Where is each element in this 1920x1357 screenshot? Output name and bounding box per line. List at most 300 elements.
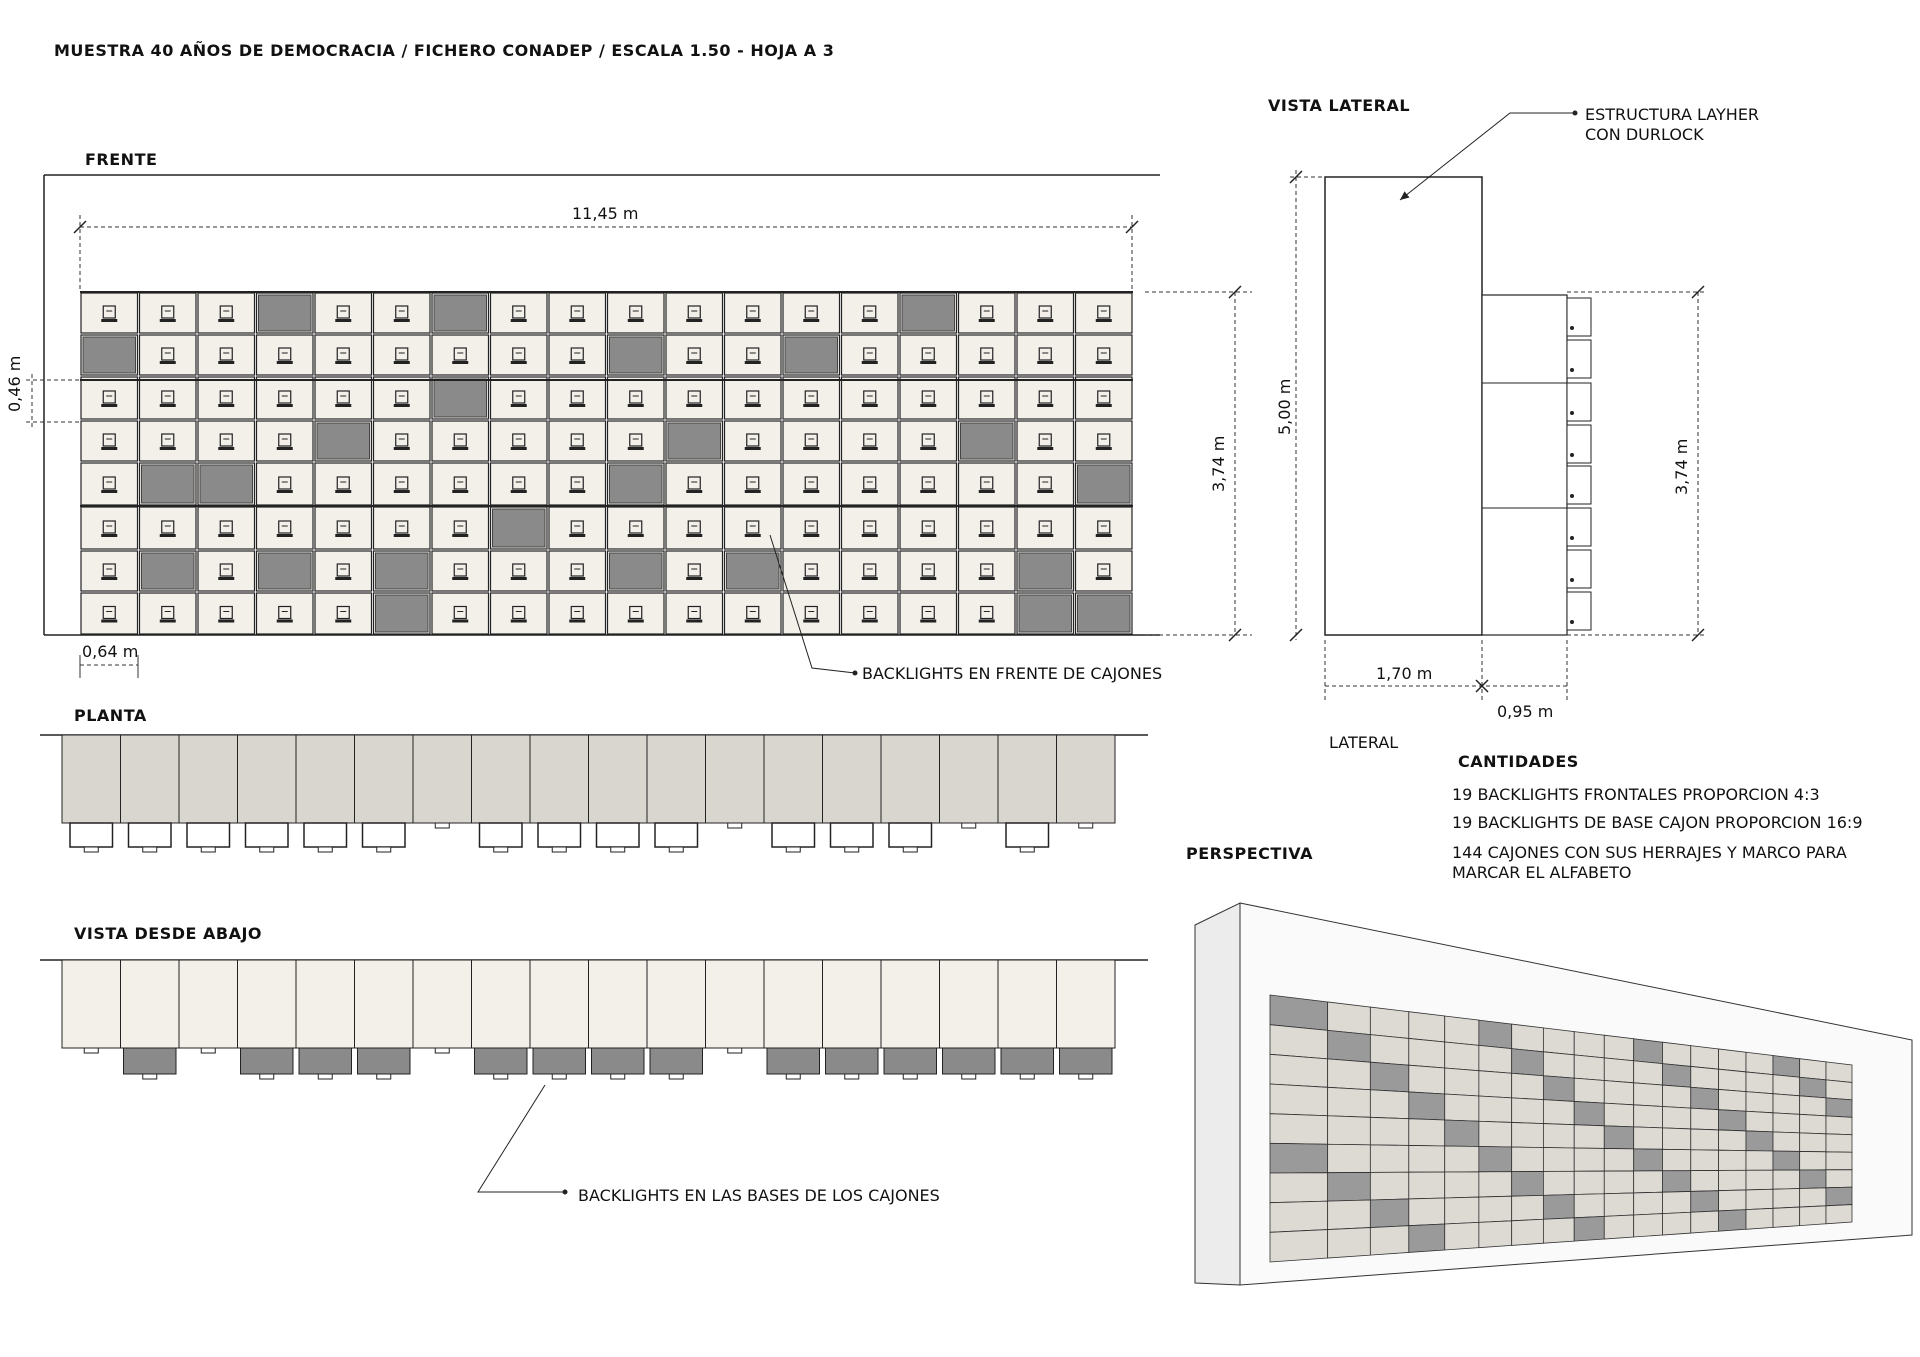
drawer-front	[666, 593, 723, 634]
drawer-front	[140, 507, 197, 549]
bottom-backlight-photo	[358, 1048, 411, 1074]
plan-drawer-open	[772, 823, 815, 847]
plan-drawer-handle	[845, 847, 859, 852]
backlight-photo	[727, 553, 780, 589]
bottom-backlight-photo	[767, 1048, 820, 1074]
persp-drawer	[1409, 1012, 1445, 1042]
drawer-handle	[101, 534, 117, 537]
persp-drawer	[1719, 1069, 1746, 1091]
side-drawer-knob	[1570, 411, 1574, 415]
drawer-handle	[803, 490, 819, 493]
plan-drawer-handle	[494, 847, 508, 852]
plan-drawer-handle	[84, 847, 98, 852]
persp-drawer	[1479, 1045, 1512, 1073]
drawer-front	[842, 507, 899, 549]
front-drawer-grid	[80, 292, 1133, 634]
persp-drawer	[1604, 1080, 1633, 1104]
persp-drawer	[1543, 1218, 1574, 1243]
persp-drawer	[1409, 1119, 1445, 1146]
bottom-module	[179, 960, 238, 1048]
persp-drawer	[1691, 1046, 1719, 1070]
drawer-front	[1017, 421, 1074, 461]
persp-drawer	[1370, 1090, 1408, 1119]
drawer-handle	[686, 620, 702, 623]
drawer-handle	[920, 534, 936, 537]
label-planta: PLANTA	[74, 706, 147, 725]
bottom-view	[40, 960, 1148, 1195]
bottom-drawer-handle	[435, 1048, 449, 1053]
persp-drawer	[1543, 1100, 1574, 1125]
bottom-backlight-photo	[475, 1048, 528, 1074]
drawer-handle	[335, 534, 351, 537]
persp-drawer	[1826, 1152, 1852, 1170]
drawer-front	[666, 377, 723, 419]
drawer-front	[900, 551, 957, 591]
drawer-front	[842, 293, 899, 333]
bottom-drawer-handle	[1020, 1074, 1034, 1079]
persp-drawer	[1719, 1130, 1746, 1151]
drawer-handle	[394, 319, 410, 322]
plan-module	[940, 735, 999, 823]
persp-drawer	[1634, 1171, 1663, 1193]
drawer-front	[491, 463, 548, 505]
persp-backlight-photo	[1328, 1030, 1371, 1062]
drawer-front	[1076, 421, 1133, 461]
plan-module	[355, 735, 414, 823]
drawer-handle	[452, 361, 468, 364]
persp-drawer	[1691, 1108, 1719, 1130]
drawer-front	[959, 463, 1016, 505]
persp-backlight-photo	[1773, 1055, 1800, 1077]
label-frente: FRENTE	[85, 150, 158, 169]
drawer-handle	[394, 534, 410, 537]
backlight-photo	[200, 465, 253, 503]
drawer-handle	[745, 620, 761, 623]
plan-module	[647, 735, 706, 823]
plan-drawer-open	[1006, 823, 1049, 847]
drawer-front	[491, 551, 548, 591]
plan-module	[998, 735, 1057, 823]
bottom-drawer-handle	[84, 1048, 98, 1053]
persp-backlight-photo	[1445, 1120, 1479, 1147]
drawer-front	[374, 377, 431, 419]
drawer-handle	[569, 404, 585, 407]
persp-backlight-photo	[1270, 1143, 1328, 1173]
drawer-front	[900, 335, 957, 375]
drawer-front	[257, 335, 314, 375]
drawer-handle	[979, 534, 995, 537]
drawer-handle	[218, 404, 234, 407]
persp-drawer	[1574, 1055, 1604, 1081]
side-drawer-front	[1567, 550, 1591, 588]
drawer-handle	[1037, 447, 1053, 450]
drawer-front	[257, 463, 314, 505]
quantity-item: 144 CAJONES CON SUS HERRAJES Y MARCO PARA	[1452, 843, 1847, 862]
persp-drawer	[1328, 1116, 1371, 1145]
drawer-handle	[160, 319, 176, 322]
drawer-front	[900, 463, 957, 505]
label-vista-desde-abajo: VISTA DESDE ABAJO	[74, 924, 263, 943]
drawer-front	[959, 551, 1016, 591]
persp-drawer	[1800, 1151, 1826, 1170]
drawer-handle	[160, 620, 176, 623]
side-drawer-front	[1567, 592, 1591, 630]
plan-drawer-handle	[1020, 847, 1034, 852]
label-cantidades: CANTIDADES	[1458, 752, 1579, 771]
plan-drawer-handle	[1079, 823, 1093, 828]
bottom-backlight-photo	[299, 1048, 352, 1074]
persp-drawer	[1604, 1148, 1633, 1171]
bottom-modules	[62, 960, 1115, 1079]
side-drawer-front	[1567, 383, 1591, 421]
drawer-handle	[745, 319, 761, 322]
drawer-handle	[920, 577, 936, 580]
note-structure-line2: CON DURLOCK	[1585, 125, 1704, 144]
drawer-front	[959, 593, 1016, 634]
drawer-front	[140, 335, 197, 375]
persp-backlight-photo	[1634, 1149, 1663, 1171]
plan-drawer-handle	[435, 823, 449, 828]
drawer-handle	[628, 620, 644, 623]
drawer-front	[725, 463, 782, 505]
persp-drawer	[1574, 1171, 1604, 1194]
drawer-handle	[569, 361, 585, 364]
persp-drawer	[1409, 1065, 1445, 1094]
plan-module	[179, 735, 238, 823]
leader-dot	[563, 1190, 568, 1195]
drawer-handle	[862, 534, 878, 537]
bottom-module	[589, 960, 648, 1048]
dim-width-total: 11,45 m	[572, 204, 639, 223]
drawer-front	[549, 377, 606, 419]
bottom-drawer-handle	[903, 1074, 917, 1079]
backlight-photo	[1078, 595, 1131, 632]
persp-drawer	[1512, 1024, 1544, 1052]
drawer-handle	[511, 319, 527, 322]
drawer-handle	[803, 534, 819, 537]
persp-drawer	[1800, 1133, 1826, 1152]
label-perspectiva: PERSPECTIVA	[1186, 844, 1313, 863]
drawer-front	[842, 421, 899, 461]
quantity-item: 19 BACKLIGHTS DE BASE CAJON PROPORCION 16:9	[1452, 813, 1863, 832]
persp-drawer	[1370, 1226, 1408, 1255]
drawer-handle	[979, 319, 995, 322]
drawer-handle	[979, 620, 995, 623]
drawer-front	[725, 377, 782, 419]
bottom-module	[706, 960, 765, 1048]
plan-drawer-open	[363, 823, 406, 847]
persp-drawer	[1574, 1148, 1604, 1171]
drawer-front	[257, 377, 314, 419]
persp-drawer	[1574, 1194, 1604, 1218]
drawer-handle	[277, 620, 293, 623]
label-lateral: LATERAL	[1329, 733, 1399, 752]
plan-module	[413, 735, 472, 823]
drawer-handle	[218, 361, 234, 364]
backlight-photo	[259, 553, 312, 589]
persp-drawer	[1512, 1147, 1544, 1172]
persp-drawer	[1409, 1198, 1445, 1226]
persp-drawer	[1270, 1114, 1328, 1145]
plan-module	[62, 735, 121, 823]
drawer-handle	[745, 534, 761, 537]
persp-drawer	[1746, 1208, 1773, 1229]
drawer-handle	[335, 620, 351, 623]
bottom-module	[238, 960, 297, 1048]
drawer-front	[374, 507, 431, 549]
persp-drawer	[1445, 1197, 1479, 1224]
drawer-front	[959, 293, 1016, 333]
drawer-handle	[686, 490, 702, 493]
drawer-front	[1076, 551, 1133, 591]
plan-drawer-open	[480, 823, 523, 847]
drawer-front	[842, 335, 899, 375]
drawer-handle	[745, 361, 761, 364]
drawer-front	[198, 551, 255, 591]
persp-drawer	[1826, 1116, 1852, 1135]
persp-drawer	[1746, 1111, 1773, 1132]
bottom-drawer-handle	[962, 1074, 976, 1079]
bottom-module	[940, 960, 999, 1048]
backlight-photo	[434, 295, 487, 331]
drawer-front	[198, 507, 255, 549]
plan-view	[40, 735, 1148, 852]
persp-drawer	[1479, 1071, 1512, 1098]
drawer-front	[315, 293, 372, 333]
drawer-handle	[218, 534, 234, 537]
drawer-front	[725, 593, 782, 634]
drawer-handle	[628, 534, 644, 537]
backlight-photo	[1019, 595, 1072, 632]
persp-drawer	[1746, 1170, 1773, 1190]
drawer-front	[140, 377, 197, 419]
drawer-handle	[862, 620, 878, 623]
persp-drawer	[1543, 1124, 1574, 1148]
persp-drawer	[1604, 1171, 1633, 1194]
persp-drawer	[1604, 1035, 1633, 1061]
plan-drawer-open	[304, 823, 347, 847]
drawer-front	[1017, 293, 1074, 333]
plan-drawer-open	[597, 823, 640, 847]
plan-module	[472, 735, 531, 823]
drawer-front	[549, 421, 606, 461]
plan-drawer-handle	[903, 847, 917, 852]
drawer-front	[549, 293, 606, 333]
drawer-front	[783, 421, 840, 461]
bottom-backlight-photo	[533, 1048, 586, 1074]
persp-drawer	[1270, 1084, 1328, 1116]
note-backlights-bases: BACKLIGHTS EN LAS BASES DE LOS CAJONES	[578, 1186, 940, 1205]
bottom-drawer-handle	[611, 1074, 625, 1079]
persp-drawer	[1574, 1125, 1604, 1149]
persp-backlight-photo	[1370, 1199, 1408, 1228]
plan-drawer-handle	[143, 847, 157, 852]
plan-module	[823, 735, 882, 823]
persp-drawer	[1800, 1114, 1826, 1133]
persp-drawer	[1773, 1170, 1800, 1189]
persp-drawer	[1543, 1171, 1574, 1195]
drawer-handle	[511, 620, 527, 623]
persp-drawer	[1773, 1132, 1800, 1152]
persp-drawer	[1662, 1106, 1690, 1128]
drawer-front	[315, 507, 372, 549]
drawer-front	[315, 377, 372, 419]
drawer-handle	[745, 447, 761, 450]
drawer-front	[491, 293, 548, 333]
side-drawer-front	[1567, 508, 1591, 546]
drawer-front	[315, 593, 372, 634]
drawer-front	[725, 293, 782, 333]
drawer-front	[432, 335, 489, 375]
backlight-photo	[142, 553, 195, 589]
plan-drawer-handle	[728, 823, 742, 828]
bottom-module	[413, 960, 472, 1048]
plan-module	[881, 735, 940, 823]
persp-backlight-photo	[1370, 1062, 1408, 1092]
drawer-front	[783, 377, 840, 419]
drawer-front	[315, 551, 372, 591]
drawer-handle	[745, 404, 761, 407]
plan-module	[121, 735, 180, 823]
persp-drawer	[1662, 1212, 1690, 1235]
persp-drawer	[1719, 1049, 1746, 1072]
drawer-handle	[569, 534, 585, 537]
persp-drawer	[1445, 1094, 1479, 1121]
backlight-photo	[610, 553, 663, 589]
persp-drawer	[1691, 1170, 1719, 1191]
persp-backlight-photo	[1574, 1216, 1604, 1241]
drawer-handle	[277, 361, 293, 364]
drawer-handle	[569, 319, 585, 322]
side-drawer-front	[1567, 425, 1591, 463]
bottom-backlight-photo	[241, 1048, 294, 1074]
drawer-front	[608, 593, 665, 634]
bottom-module	[764, 960, 823, 1048]
backlight-photo	[1078, 465, 1131, 503]
persp-drawer	[1512, 1122, 1544, 1147]
drawer-front	[374, 463, 431, 505]
side-drawer-knob	[1570, 620, 1574, 624]
drawer-handle	[686, 577, 702, 580]
plan-drawer-handle	[786, 847, 800, 852]
persp-backlight-photo	[1409, 1092, 1445, 1120]
drawer-handle	[920, 620, 936, 623]
drawer-handle	[511, 447, 527, 450]
drawer-front	[725, 335, 782, 375]
bottom-module	[296, 960, 355, 1048]
persp-backlight-photo	[1773, 1151, 1800, 1170]
drawer-handle	[920, 404, 936, 407]
backlight-photo	[902, 295, 955, 331]
bottom-module	[881, 960, 940, 1048]
drawer-front	[783, 463, 840, 505]
persp-backlight-photo	[1543, 1195, 1574, 1220]
plan-modules	[62, 735, 1115, 852]
bottom-module	[472, 960, 531, 1048]
persp-drawer	[1634, 1061, 1663, 1085]
plan-module	[589, 735, 648, 823]
persp-drawer	[1512, 1219, 1544, 1245]
drawer-front	[608, 507, 665, 549]
drawer-front	[900, 507, 957, 549]
persp-drawer	[1604, 1193, 1633, 1216]
label-vista-lateral: VISTA LATERAL	[1268, 96, 1411, 115]
drawer-front	[432, 507, 489, 549]
persp-drawer	[1370, 1007, 1408, 1038]
persp-drawer	[1800, 1188, 1826, 1207]
persp-drawer	[1479, 1196, 1512, 1222]
drawer-front	[900, 593, 957, 634]
plan-module	[764, 735, 823, 823]
persp-drawer	[1479, 1172, 1512, 1197]
plan-drawer-open	[538, 823, 581, 847]
persp-backlight-photo	[1719, 1110, 1746, 1131]
plan-module	[1057, 735, 1116, 823]
persp-drawer	[1662, 1191, 1690, 1213]
leader-backlights-bases	[478, 1085, 565, 1192]
drawer-handle	[803, 404, 819, 407]
drawer-handle	[569, 620, 585, 623]
bottom-module	[823, 960, 882, 1048]
persp-drawer	[1604, 1103, 1633, 1127]
drawer-front	[432, 463, 489, 505]
drawer-handle	[628, 447, 644, 450]
drawer-handle	[979, 361, 995, 364]
persp-drawer	[1445, 1146, 1479, 1172]
persp-drawer	[1773, 1207, 1800, 1227]
bottom-drawer-handle	[260, 1074, 274, 1079]
dim-side-depth-structure: 1,70 m	[1376, 664, 1433, 683]
drawer-handle	[511, 490, 527, 493]
persp-drawer	[1479, 1221, 1512, 1248]
drawer-front	[608, 293, 665, 333]
persp-drawer	[1270, 1201, 1328, 1232]
drawer-handle	[394, 361, 410, 364]
persp-backlight-photo	[1479, 1147, 1512, 1172]
front-elevation	[26, 175, 1252, 678]
drawer-front	[842, 463, 899, 505]
backlight-photo	[142, 465, 195, 503]
persp-drawer	[1634, 1083, 1663, 1107]
persp-drawer	[1826, 1205, 1852, 1224]
backlight-photo	[376, 553, 429, 589]
plan-drawer-open	[187, 823, 230, 847]
persp-drawer	[1662, 1149, 1690, 1170]
plan-module	[530, 735, 589, 823]
drawer-handle	[160, 534, 176, 537]
dim-module-width: 0,64 m	[82, 642, 139, 661]
persp-backlight-photo	[1328, 1172, 1371, 1201]
persp-drawer	[1409, 1172, 1445, 1199]
persp-backlight-photo	[1826, 1098, 1852, 1117]
backlight-photo	[259, 295, 312, 331]
persp-drawer	[1270, 1025, 1328, 1059]
drawer-front	[783, 593, 840, 634]
drawer-handle	[452, 620, 468, 623]
drawer-handle	[979, 490, 995, 493]
bottom-backlight-photo	[592, 1048, 645, 1074]
plan-module	[296, 735, 355, 823]
side-drawer-fronts	[1567, 298, 1591, 630]
backlight-photo	[317, 423, 370, 459]
drawer-handle	[277, 490, 293, 493]
bottom-backlight-photo	[943, 1048, 996, 1074]
drawer-handle	[394, 490, 410, 493]
plan-drawer-handle	[611, 847, 625, 852]
drawer-handle	[452, 447, 468, 450]
drawer-front	[198, 377, 255, 419]
dim-drawer-height: 0,46 m	[5, 355, 24, 412]
